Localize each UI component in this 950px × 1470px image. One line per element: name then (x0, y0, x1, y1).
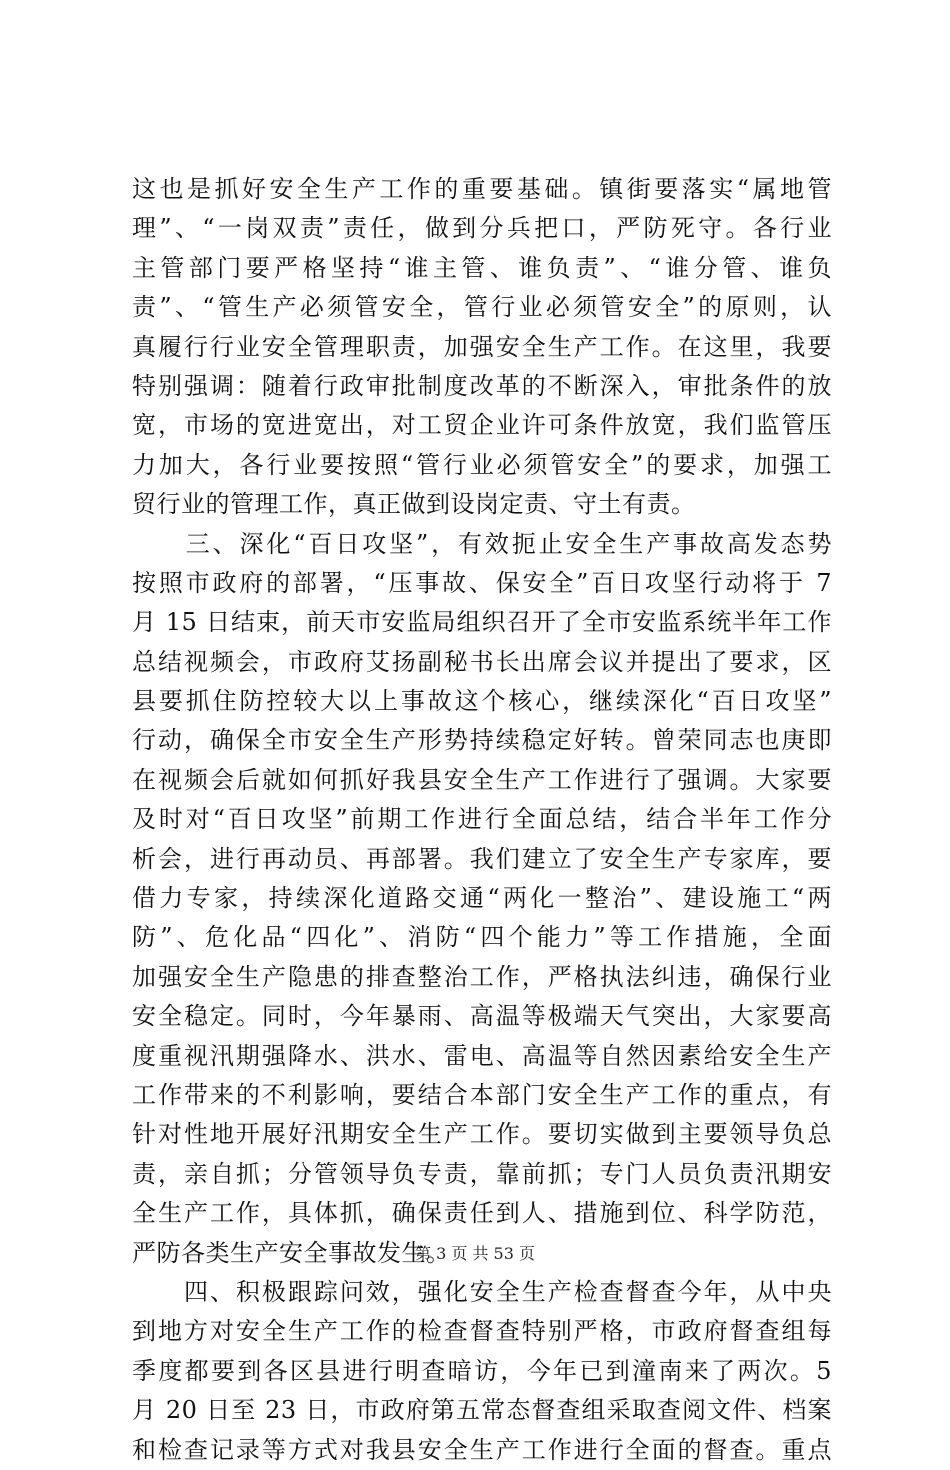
document-body (132, 170, 832, 1470)
text-line: 力加大，各行业要按照“管行业必须管安全”的要求，加强工 (132, 450, 832, 479)
text-line: 加强安全生产隐患的排查整治工作，严格执法纠违，确保行业 (132, 962, 832, 991)
text-line: 防”、危化品“四化”、消防“四个能力”等工作措施，全面 (132, 923, 832, 952)
text-line: 月 20 日至 23 日，市政府第五常态督查组采取查阅文件、档案 (132, 1396, 832, 1425)
text-line: 度重视汛期强降水、洪水、雷电、高温等自然因素给安全生产 (132, 1041, 832, 1070)
text-line: 总结视频会，市政府艾扬副秘书长出席会议并提出了要求，区 (132, 647, 832, 676)
text-line: 季度都要到各区县进行明查暗访，今年已到潼南来了两次。5 (132, 1356, 832, 1385)
text-line: 析会，进行再动员、再部署。我们建立了安全生产专家库，要 (132, 844, 832, 873)
text-line: 工作带来的不利影响，要结合本部门安全生产工作的重点，有 (132, 1080, 832, 1109)
text-line: 和检查记录等方式对我县安全生产工作进行全面的督查。重点 (132, 1435, 832, 1464)
text-line: 责”、“管生产必须管安全，管行业必须管安全”的原则，认 (132, 293, 832, 322)
text-line: 全生产工作，具体抓，确保责任到人、措施到位、科学防范， (132, 1199, 832, 1228)
text-line: 安全稳定。同时，今年暴雨、高温等极端天气突出，大家要高 (132, 1002, 832, 1031)
text-line: 借力专家，持续深化道路交通“两化一整治”、建设施工“两 (132, 884, 832, 913)
page-number-footer: 第 3 页 共 53 页 (415, 1244, 535, 1263)
text-line: 按照市政府的部署，“压事故、保安全”百日攻坚行动将于 7 (132, 568, 832, 597)
text-line: 县要抓住防控较大以上事故这个核心，继续深化“百日攻坚” (132, 687, 832, 716)
text-line: 宽，市场的宽进宽出，对工贸企业许可条件放宽，我们监管压 (132, 411, 832, 440)
text-line: 责，亲自抓；分管领导负专责，靠前抓；专门人员负责汛期安 (132, 1159, 832, 1188)
text-line: 行动，确保全市安全生产形势持续稳定好转。曾荣同志也庚即 (132, 726, 832, 755)
text-line: 月 15 日结束，前天市安监局组织召开了全市安监系统半年工作 (132, 608, 832, 637)
text-line: 严防各类生产安全事故发生。 (132, 1238, 451, 1267)
text-line: 针对性地开展好汛期安全生产工作。要切实做到主要领导负总 (132, 1120, 832, 1149)
text-line: 主管部门要严格坚持“谁主管、谁负责”、“谁分管、谁负 (132, 253, 832, 282)
text-line: 到地方对安全生产工作的检查督查特别严格，市政府督查组每 (132, 1317, 832, 1346)
text-line: 真履行行业安全管理职责，加强安全生产工作。在这里，我要 (132, 332, 832, 361)
text-line: 贸行业的管理工作，真正做到设岗定责、守土有责。 (132, 490, 696, 519)
section-heading-line: 三、深化“百日攻坚”，有效扼止安全生产事故高发态势 (132, 529, 832, 558)
text-line: 理”、“一岗双责”责任，做到分兵把口，严防死守。各行业 (132, 214, 832, 243)
text-line: 特别强调：随着行政审批制度改革的不断深入，审批条件的放 (132, 371, 832, 400)
section-heading-line: 四、积极跟踪问效，强化安全生产检查督查今年，从中央 (132, 1277, 832, 1306)
text-line: 及时对“百日攻坚”前期工作进行全面总结，结合半年工作分 (132, 805, 832, 834)
text-line: 这也是抓好安全生产工作的重要基础。镇街要落实“属地管 (132, 175, 832, 203)
text-line: 在视频会后就如何抓好我县安全生产工作进行了强调。大家要 (132, 765, 832, 794)
